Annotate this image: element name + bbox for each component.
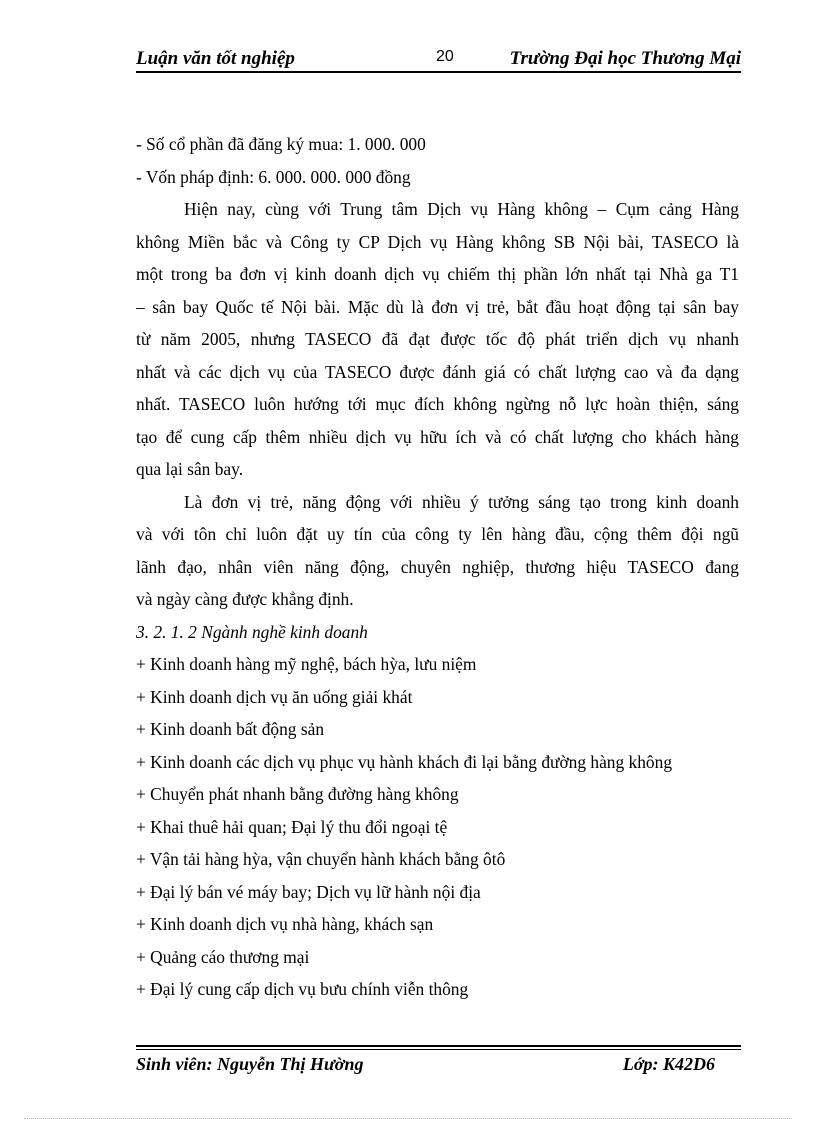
header-thesis-title: Luận văn tốt nghiệp: [136, 48, 295, 69]
paragraph-line: tạo để cung cấp thêm nhiều dịch vụ hữu ích và có chất lượng cho khách hàng: [136, 426, 739, 447]
business-line-item: + Đại lý bán vé máy bay; Dịch vụ lữ hành nội địa: [136, 881, 481, 902]
page-header: [136, 46, 741, 76]
page-footer: [136, 1045, 741, 1085]
paragraph-line: – sân bay Quốc tế Nội bài. Mặc dù là đơn vị trẻ, bắt đầu hoạt động tại sân bay: [136, 296, 739, 317]
paragraph-line: qua lại sân bay.: [136, 459, 244, 479]
business-line-item: + Chuyển phát nhanh bằng đường hàng không: [136, 784, 459, 804]
business-line-item: + Kinh doanh bất động sản: [136, 719, 325, 739]
paragraph-line: nhất và các dịch vụ của TASECO được đánh giá có chất lượng cao và đa dạng: [136, 361, 739, 382]
paragraph-line: Là đơn vị trẻ, năng động với nhiều ý tưởng sáng tạo trong kinh doanh: [184, 491, 739, 512]
business-line-item: + Quảng cáo thương mại: [136, 946, 310, 967]
paragraph-line: nhất. TASECO luôn hướng tới mục đích không ngừng nỗ lực hoàn thiện, sáng: [136, 394, 739, 414]
footer-student-name: Sinh viên: Nguyễn Thị Hường: [136, 1054, 364, 1074]
footer-divider-thin: [136, 1049, 741, 1050]
business-line-item: + Kinh doanh dịch vụ nhà hàng, khách sạn: [136, 914, 434, 934]
business-line-item: + Đại lý cung cấp dịch vụ bưu chính viễn thông: [136, 979, 469, 999]
paragraph-line: Hiện nay, cùng với Trung tâm Dịch vụ Hàng không – Cụm cảng Hàng: [184, 199, 739, 219]
section-heading: 3. 2. 1. 2 Ngành nghề kinh doanh: [136, 621, 368, 642]
business-line-item: + Khai thuê hải quan; Đại lý thu đổi ngoại tệ: [136, 816, 448, 837]
document-body: [136, 128, 739, 1006]
page-number: 20: [436, 48, 454, 65]
bullet-legal-capital: - Vốn pháp định: 6. 000. 000. 000 đồng: [136, 166, 411, 187]
header-divider: [136, 71, 741, 73]
paragraph-line: một trong ba đơn vị kinh doanh dịch vụ chiếm thị phần lớn nhất tại Nhà ga T1: [136, 264, 739, 284]
paragraph-line: và ngày càng được khẳng định.: [136, 589, 354, 609]
paragraph-line: từ năm 2005, nhưng TASECO đã đạt được tốc độ phát triển dịch vụ nhanh: [136, 329, 739, 349]
footer-divider-thick: [136, 1045, 741, 1047]
paragraph-line: không Miền bắc và Công ty CP Dịch vụ Hàng không SB Nội bài, TASECO là: [136, 231, 739, 252]
bullet-shares-registered: - Số cổ phần đã đăng ký mua: 1. 000. 000: [136, 134, 426, 154]
footer-class: Lớp: K42D6: [622, 1054, 715, 1074]
business-line-item: + Kinh doanh hàng mỹ nghệ, bách hỳa, lưu niệm: [136, 654, 477, 674]
header-university: Trường Đại học Thương Mại: [509, 48, 741, 69]
business-line-item: + Kinh doanh dịch vụ ăn uống giải khát: [136, 686, 413, 707]
business-line-item: + Vận tải hàng hỳa, vận chuyển hành khách bằng ôtô: [136, 849, 506, 869]
business-line-item: + Kinh doanh các dịch vụ phục vụ hành khách đi lại bằng đường hàng không: [136, 751, 673, 772]
page-bottom-edge: [24, 1118, 792, 1119]
paragraph-line: lãnh đạo, nhân viên năng động, chuyên nghiệp, thương hiệu TASECO đang: [136, 556, 739, 577]
paragraph-line: và với tôn chỉ luôn đặt uy tín của công ty lên hàng đầu, cộng thêm đội ngũ: [136, 524, 739, 544]
